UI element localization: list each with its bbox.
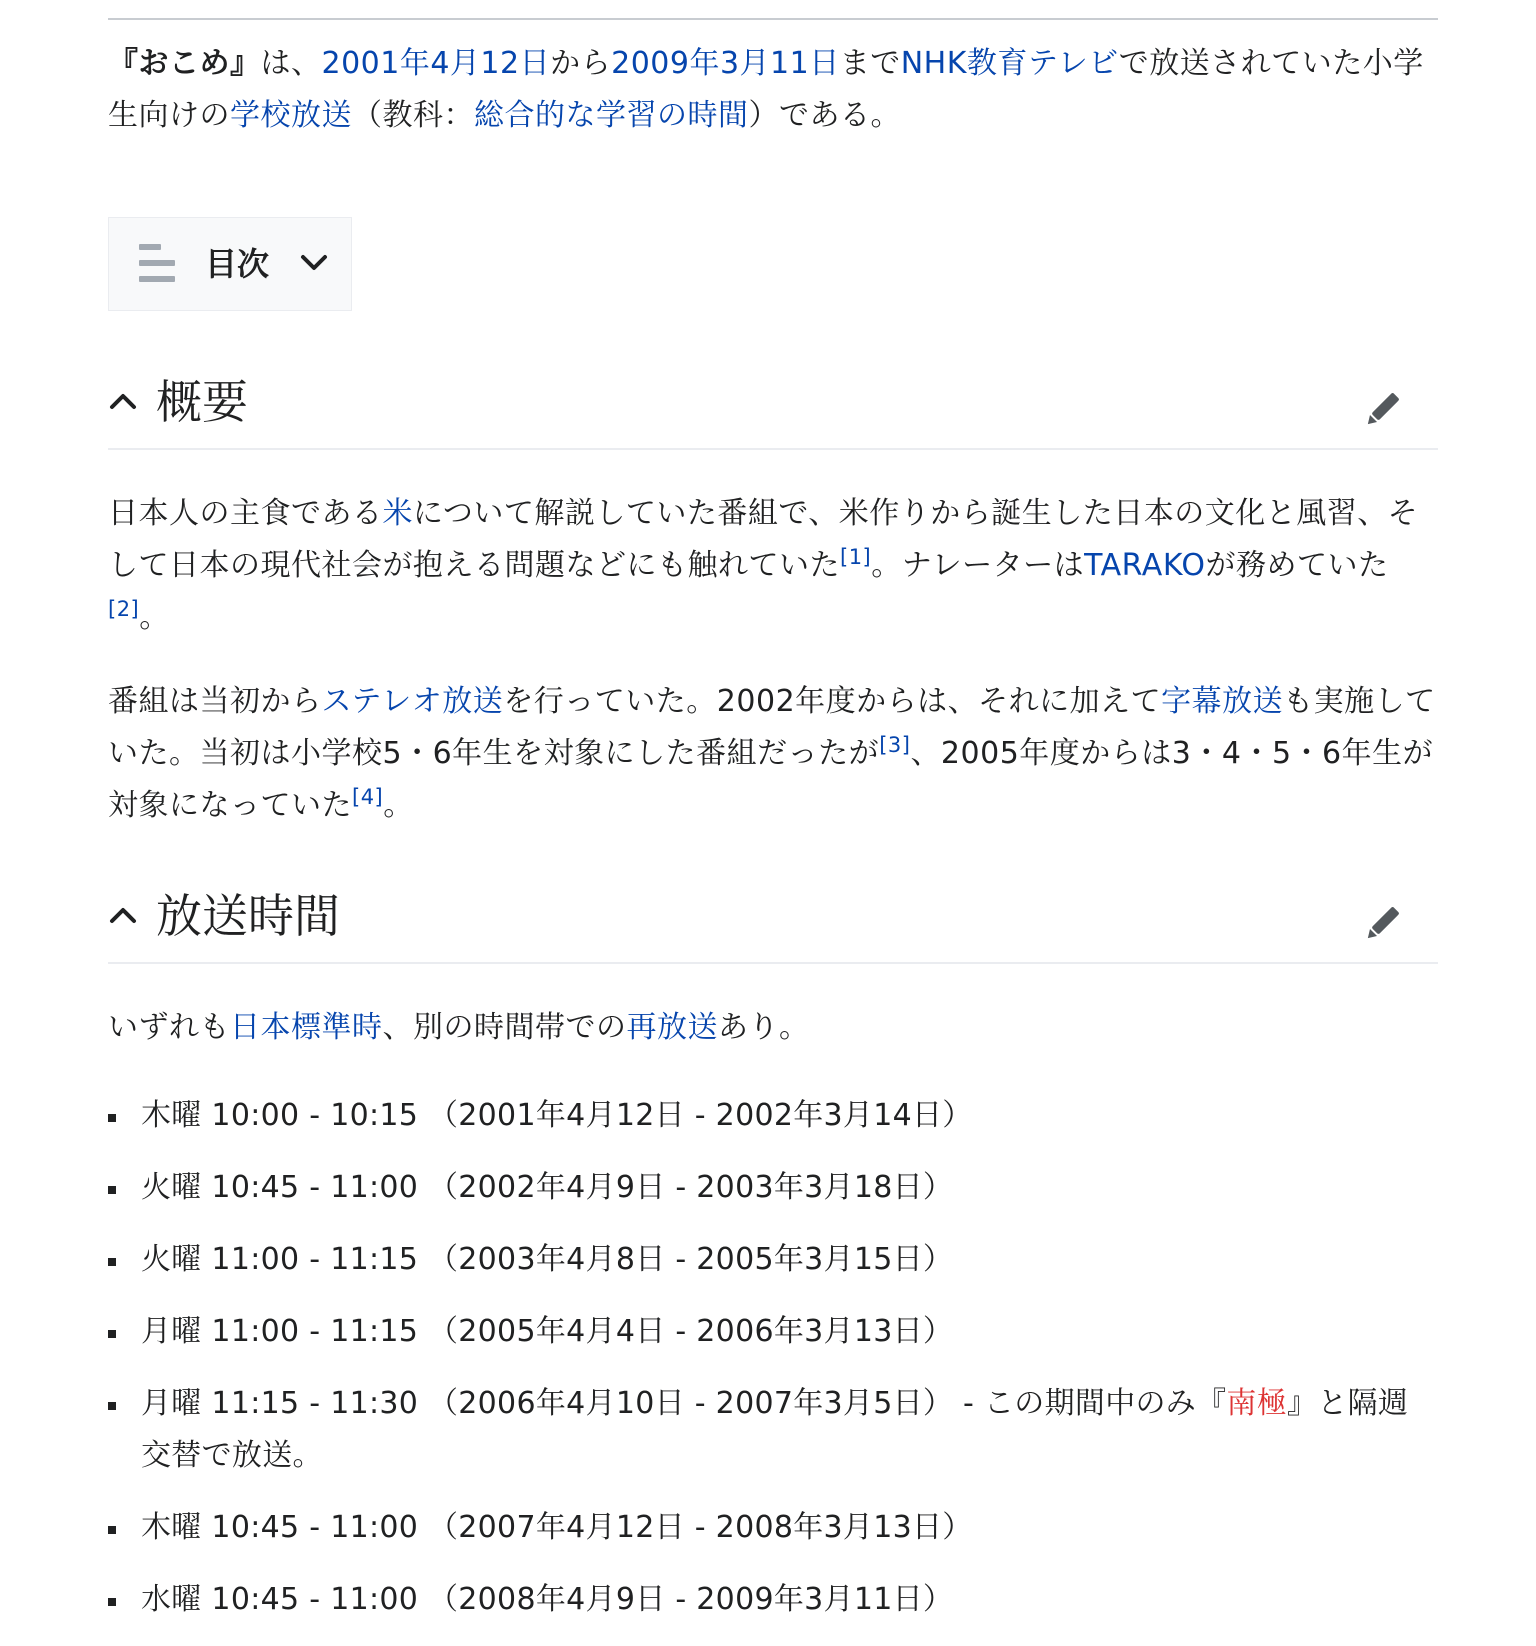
pencil-icon[interactable] bbox=[1360, 902, 1404, 946]
schedule-text: 月曜 11:00 - 11:15 （2005年4月4日 - 2006年3月13日） bbox=[141, 1314, 954, 1349]
intro-paragraph bbox=[108, 38, 1438, 142]
link-rerun[interactable]: 再放送 bbox=[626, 1010, 718, 1045]
reference-4[interactable]: [4] bbox=[352, 785, 384, 809]
schedule-text: 火曜 11:00 - 11:15 （2003年4月8日 - 2005年3月15日） bbox=[141, 1242, 954, 1277]
overview-text: 、2005年度からは3・4・5・6年生が対象になっていた bbox=[108, 736, 1434, 823]
toc-toggle-button[interactable] bbox=[108, 217, 352, 311]
overview-text: 番組は当初から bbox=[108, 684, 322, 719]
bullet-icon bbox=[108, 1598, 116, 1606]
overview-text: も実施していた。当初は小学校5・6年生を対象にした番組だったが bbox=[108, 684, 1436, 771]
link-stereo[interactable]: ステレオ放送 bbox=[321, 684, 504, 719]
list-item bbox=[108, 1378, 1438, 1482]
overview-text: について解説していた番組で、米作りから誕生した日本の文化と風習、そして日本の現代社会が抱える問題などにも触れていた bbox=[108, 496, 1419, 583]
broadcast-text: あり。 bbox=[718, 1010, 810, 1045]
top-divider bbox=[108, 18, 1438, 20]
bullet-icon bbox=[108, 1186, 116, 1194]
redlink-antarctica[interactable]: 南極 bbox=[1226, 1386, 1288, 1421]
overview-paragraph-2 bbox=[108, 676, 1438, 832]
bullet-icon bbox=[108, 1402, 116, 1410]
list-item bbox=[108, 1306, 1438, 1358]
section-heading-overview bbox=[108, 362, 1438, 450]
overview-text: 。ナレーターは bbox=[871, 548, 1085, 583]
schedule-text: 月曜 11:15 - 11:30 （2006年4月10日 - 2007年3月5日） - この期間中のみ『 bbox=[141, 1386, 1227, 1421]
list-item bbox=[108, 1234, 1438, 1286]
overview-text: 日本人の主食である bbox=[108, 496, 383, 531]
intro-text: は、 bbox=[260, 46, 322, 81]
bullet-icon bbox=[108, 1526, 116, 1534]
link-school-broadcast[interactable]: 学校放送 bbox=[230, 98, 352, 133]
section-title-broadcast: 放送時間 bbox=[156, 889, 340, 943]
chevron-down-icon bbox=[299, 248, 329, 278]
broadcast-text: いずれも bbox=[108, 1010, 230, 1045]
list-item bbox=[108, 1090, 1438, 1142]
list-item bbox=[108, 1574, 1438, 1626]
chevron-up-icon[interactable] bbox=[108, 386, 138, 416]
reference-3[interactable]: [3] bbox=[879, 733, 911, 757]
link-end-date[interactable]: 2009年3月11日 bbox=[611, 46, 840, 81]
broadcast-schedule-list bbox=[108, 1090, 1438, 1646]
section-heading-broadcast bbox=[108, 876, 1438, 964]
bullet-icon bbox=[108, 1258, 116, 1266]
schedule-text: 木曜 10:45 - 11:00 （2007年4月12日 - 2008年3月13日） bbox=[141, 1510, 973, 1545]
chevron-up-icon[interactable] bbox=[108, 900, 138, 930]
intro-text: ）である。 bbox=[748, 98, 901, 133]
intro-text: で放送されていた小学生向けの bbox=[108, 46, 1424, 133]
overview-text: 。 bbox=[383, 788, 414, 823]
link-rice[interactable]: 米 bbox=[382, 496, 413, 531]
link-caption[interactable]: 字幕放送 bbox=[1161, 684, 1284, 719]
pencil-icon[interactable] bbox=[1360, 388, 1404, 432]
link-subject[interactable]: 総合的な学習の時間 bbox=[474, 98, 749, 133]
link-channel[interactable]: NHK教育テレビ bbox=[900, 46, 1119, 81]
schedule-text: 』と隔週交替で放送。 bbox=[141, 1386, 1409, 1473]
bullet-icon bbox=[108, 1330, 116, 1338]
intro-text: （教科： bbox=[352, 98, 474, 133]
reference-1[interactable]: [1] bbox=[840, 545, 872, 569]
list-icon bbox=[139, 244, 175, 284]
list-item bbox=[108, 1502, 1438, 1554]
link-narrator[interactable]: TARAKO bbox=[1084, 548, 1206, 583]
schedule-text: 水曜 10:45 - 11:00 （2008年4月9日 - 2009年3月11日） bbox=[141, 1582, 954, 1617]
toc-label: 目次 bbox=[205, 245, 270, 283]
overview-text: 。 bbox=[139, 600, 170, 635]
section-title-overview: 概要 bbox=[156, 375, 248, 429]
broadcast-note bbox=[108, 1002, 1438, 1054]
schedule-text: 火曜 10:45 - 11:00 （2002年4月9日 - 2003年3月18日） bbox=[141, 1170, 954, 1205]
overview-text: を行っていた。2002年度からは、それに加えて bbox=[503, 684, 1162, 719]
intro-text: から bbox=[550, 46, 612, 81]
broadcast-text: 、別の時間帯での bbox=[382, 1010, 627, 1045]
bullet-icon bbox=[108, 1114, 116, 1122]
schedule-text: 木曜 10:00 - 10:15 （2001年4月12日 - 2002年3月14日） bbox=[141, 1098, 973, 1133]
list-item bbox=[108, 1162, 1438, 1214]
intro-text: まで bbox=[839, 46, 901, 81]
reference-2[interactable]: [2] bbox=[108, 597, 140, 621]
overview-text: が務めていた bbox=[1205, 548, 1389, 583]
overview-paragraph-1 bbox=[108, 488, 1438, 644]
link-start-date[interactable]: 2001年4月12日 bbox=[321, 46, 551, 81]
article-title: 『おこめ』 bbox=[108, 46, 261, 81]
link-jst[interactable]: 日本標準時 bbox=[230, 1010, 383, 1045]
